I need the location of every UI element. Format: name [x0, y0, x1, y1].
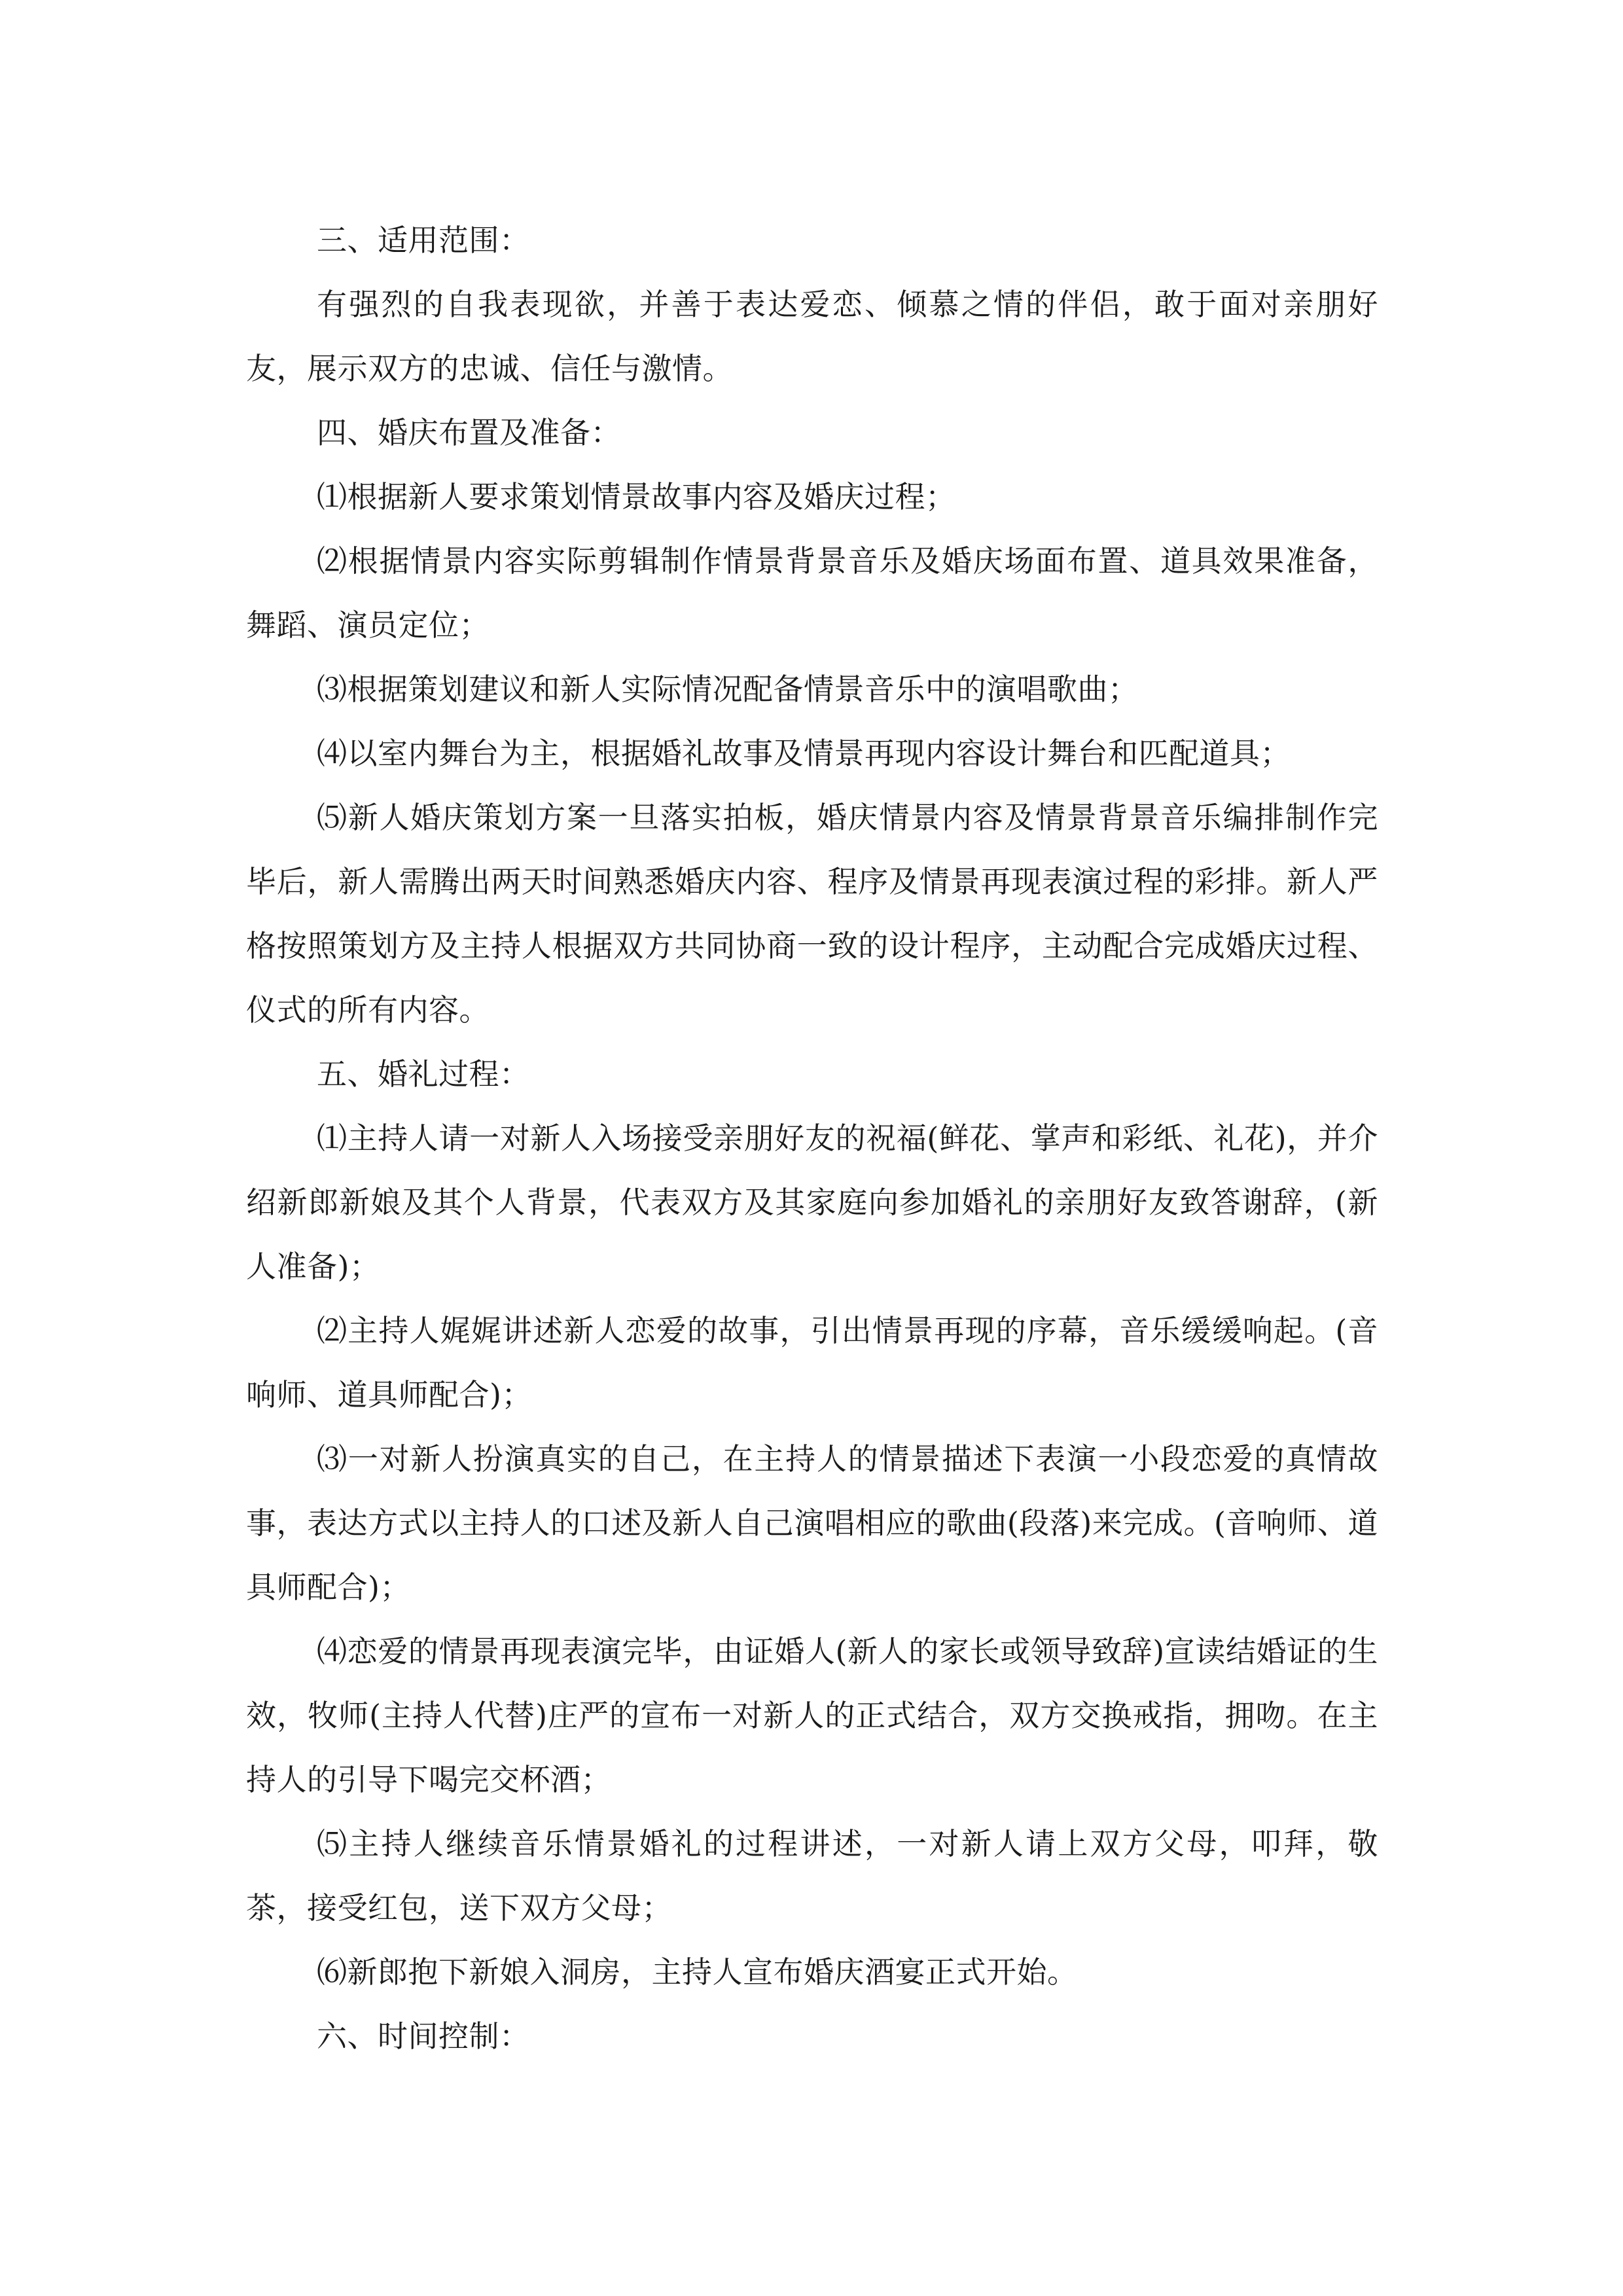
section-heading-scope: 三、适用范围：	[317, 223, 530, 258]
document-page	[246, 208, 1378, 2068]
section-heading-preparation: 四、婚庆布置及准备：	[317, 415, 621, 450]
paragraph-process-3: ⑶一对新人扮演真实的自己，在主持人的情景描述下表演一小段恋爱的真情故事，表达方式以主持人的口述及新人自己演唱相应的歌曲(段落)来完成。(音响师、道具师配合)；	[246, 1441, 1378, 1605]
paragraph-preparation-5: ⑸新人婚庆策划方案一旦落实拍板，婚庆情景内容及情景背景音乐编排制作完毕后，新人需腾出两天时间熟悉婚庆内容、程序及情景再现表演过程的彩排。新人严格按照策划方及主持人根据双方共同协商一致的设计程序，主动配合完成婚庆过程、仪式的所有内容。	[246, 800, 1378, 1028]
paragraph-process-6: ⑹新郎抱下新娘入洞房，主持人宣布婚庆酒宴正式开始。	[317, 1954, 1078, 1990]
section-heading-time-control: 六、时间控制：	[317, 2018, 530, 2054]
paragraph-process-5: ⑸主持人继续音乐情景婚礼的过程讲述，一对新人请上双方父母，叩拜，敬茶，接受红包，送下双方父母；	[246, 1826, 1378, 1926]
paragraph-process-2: ⑵主持人娓娓讲述新人恋爱的故事，引出情景再现的序幕，音乐缓缓响起。(音响师、道具师配合)；	[246, 1313, 1378, 1412]
section-heading-process: 五、婚礼过程：	[317, 1056, 530, 1092]
paragraph-preparation-2: ⑵根据情景内容实际剪辑制作情景背景音乐及婚庆场面布置、道具效果准备，舞蹈、演员定位；	[246, 543, 1378, 643]
paragraph-preparation-3: ⑶根据策划建议和新人实际情况配备情景音乐中的演唱歌曲；	[317, 672, 1139, 707]
paragraph-process-4: ⑷恋爱的情景再现表演完毕，由证婚人(新人的家长或领导致辞)宣读结婚证的生效，牧师(主持人代替)庄严的宣布一对新人的正式结合，双方交换戒指，拥吻。在主持人的引导下喝完交杯酒；	[246, 1634, 1378, 1797]
paragraph-scope: 有强烈的自我表现欲，并善于表达爱恋、倾慕之情的伴侣，敢于面对亲朋好友，展示双方的忠诚、信任与激情。	[246, 287, 1378, 386]
paragraph-preparation-1: ⑴根据新人要求策划情景故事内容及婚庆过程；	[317, 479, 956, 514]
paragraph-preparation-4: ⑷以室内舞台为主，根据婚礼故事及情景再现内容设计舞台和匹配道具；	[317, 736, 1291, 771]
paragraph-process-1: ⑴主持人请一对新人入场接受亲朋好友的祝福(鲜花、掌声和彩纸、礼花)，并介绍新郎新娘及其个人背景，代表双方及其家庭向参加婚礼的亲朋好友致答谢辞，(新人准备)；	[246, 1121, 1378, 1284]
